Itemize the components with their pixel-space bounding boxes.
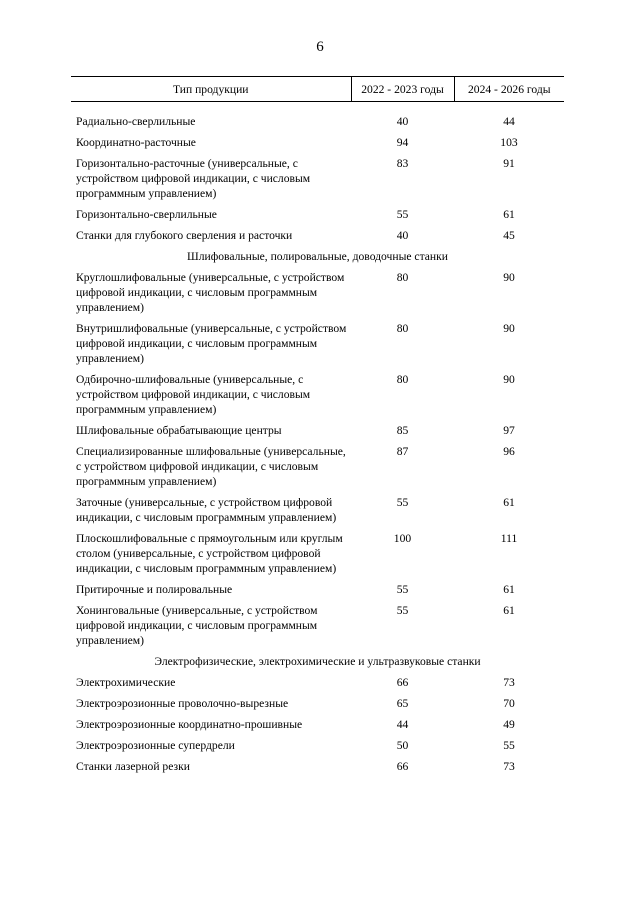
product-name-cell: Круглошлифовальные (универсальные, с устройством цифровой индикации, с числовым программным управлением) (76, 271, 345, 314)
value-2022-2023-cell: 80 (396, 322, 409, 335)
product-name-cell: Станки лазерной резки (76, 760, 190, 773)
value-2024-2026-cell: 90 (503, 322, 515, 335)
value-2022-2023-cell: 55 (396, 208, 409, 221)
product-name-cell: Электроэрозионные координатно-прошивные (76, 718, 303, 731)
value-2024-2026-cell: 61 (503, 604, 515, 617)
value-2024-2026-cell: 96 (503, 445, 515, 458)
value-2024-2026-cell: 111 (500, 532, 518, 545)
value-2024-2026-cell: 61 (503, 208, 515, 221)
value-2022-2023-cell: 100 (393, 532, 412, 545)
value-2024-2026-cell: 73 (503, 760, 515, 773)
value-2024-2026-cell: 97 (503, 424, 515, 437)
section-heading: Электрофизические, электрохимические и ультразвуковые станки (154, 655, 481, 668)
value-2024-2026-cell: 55 (503, 739, 515, 752)
section-heading-row (71, 654, 564, 675)
value-2024-2026-cell: 44 (503, 115, 515, 128)
value-2024-2026-cell: 61 (503, 496, 515, 509)
table-row (71, 495, 564, 531)
value-2022-2023-cell: 94 (396, 136, 409, 149)
product-table (71, 76, 564, 780)
value-2022-2023-cell: 40 (396, 229, 409, 242)
value-2022-2023-cell: 55 (396, 496, 409, 509)
product-name-cell: Электроэрозионные супердрели (76, 739, 235, 752)
value-2022-2023-cell: 85 (396, 424, 409, 437)
product-name-cell: Электроэрозионные проволочно-вырезные (76, 697, 289, 710)
value-2024-2026-cell: 61 (503, 583, 515, 596)
table-row (71, 228, 564, 249)
value-2022-2023-cell: 44 (396, 718, 409, 731)
value-2022-2023-cell: 65 (396, 697, 409, 710)
product-name-cell: Плоскошлифовальные с прямоугольным или круглым столом (универсальные, с устройством цифровой индикации, с числовым программным управлением) (76, 532, 343, 575)
product-name-cell: Внутришлифовальные (универсальные, с устройством цифровой индикации, с числовым программным управлением) (76, 322, 347, 365)
table-row (71, 444, 564, 495)
table-row (71, 114, 564, 135)
product-name-cell: Хонинговальные (универсальные, с устройством цифровой индикации, с числовым программным управлением) (76, 604, 318, 647)
product-name-cell: Электрохимические (76, 676, 176, 689)
product-name-cell: Горизонтально-сверлильные (76, 208, 217, 221)
product-name-cell: Координатно-расточные (76, 136, 196, 149)
value-2022-2023-cell: 50 (396, 739, 409, 752)
section-heading-row (71, 249, 564, 270)
value-2024-2026-cell: 90 (503, 271, 515, 284)
product-name-cell: Заточные (универсальные, с устройством цифровой индикации, с числовым программным управлением) (76, 496, 337, 524)
table-row (71, 321, 564, 372)
table-row (71, 531, 564, 582)
value-2022-2023-cell: 40 (396, 115, 409, 128)
value-2022-2023-cell: 55 (396, 583, 409, 596)
table-row (71, 696, 564, 717)
table-row (71, 135, 564, 156)
product-name-cell: Станки для глубокого сверления и расточки (76, 229, 293, 242)
value-2022-2023-cell: 87 (396, 445, 409, 458)
product-name-cell: Одбирочно-шлифовальные (универсальные, с устройством цифровой индикации, с числовым программным управлением) (76, 373, 311, 416)
table-row (71, 156, 564, 207)
header-2022-2023: 2022 - 2023 годы (351, 77, 454, 102)
table-row (71, 603, 564, 654)
table-row (71, 372, 564, 423)
table-row (71, 738, 564, 759)
value-2024-2026-cell: 91 (503, 157, 515, 170)
value-2022-2023-cell: 80 (396, 271, 409, 284)
table-row (71, 759, 564, 780)
table-row (71, 207, 564, 228)
table-row (71, 582, 564, 603)
product-name-cell: Шлифовальные обрабатывающие центры (76, 424, 282, 437)
table-row (71, 675, 564, 696)
header-2024-2026: 2024 - 2026 годы (454, 77, 564, 102)
value-2024-2026-cell: 45 (503, 229, 515, 242)
product-name-cell: Горизонтально-расточные (универсальные, с устройством цифровой индикации, с числовым программным управлением) (76, 157, 311, 200)
section-heading: Шлифовальные, полировальные, доводочные станки (187, 250, 448, 263)
table-row (71, 270, 564, 321)
value-2024-2026-cell: 103 (500, 136, 518, 149)
value-2022-2023-cell: 55 (396, 604, 409, 617)
value-2024-2026-cell: 90 (503, 373, 515, 386)
value-2024-2026-cell: 49 (503, 718, 515, 731)
value-2024-2026-cell: 70 (503, 697, 515, 710)
value-2024-2026-cell: 73 (503, 676, 515, 689)
table-body (71, 102, 564, 781)
header-product-type: Тип продукции (71, 77, 351, 102)
value-2022-2023-cell: 66 (396, 760, 409, 773)
value-2022-2023-cell: 83 (396, 157, 409, 170)
value-2022-2023-cell: 80 (396, 373, 409, 386)
page-number: 6 (316, 39, 324, 55)
table-row (71, 423, 564, 444)
table-row (71, 717, 564, 738)
value-2022-2023-cell: 66 (396, 676, 409, 689)
table-header-row (71, 77, 564, 102)
product-name-cell: Радиально-сверлильные (76, 115, 196, 128)
product-name-cell: Притирочные и полировальные (76, 583, 233, 596)
product-name-cell: Специализированные шлифовальные (универсальные, с устройством цифровой индикации, с числовым программным управлением) (76, 445, 346, 488)
